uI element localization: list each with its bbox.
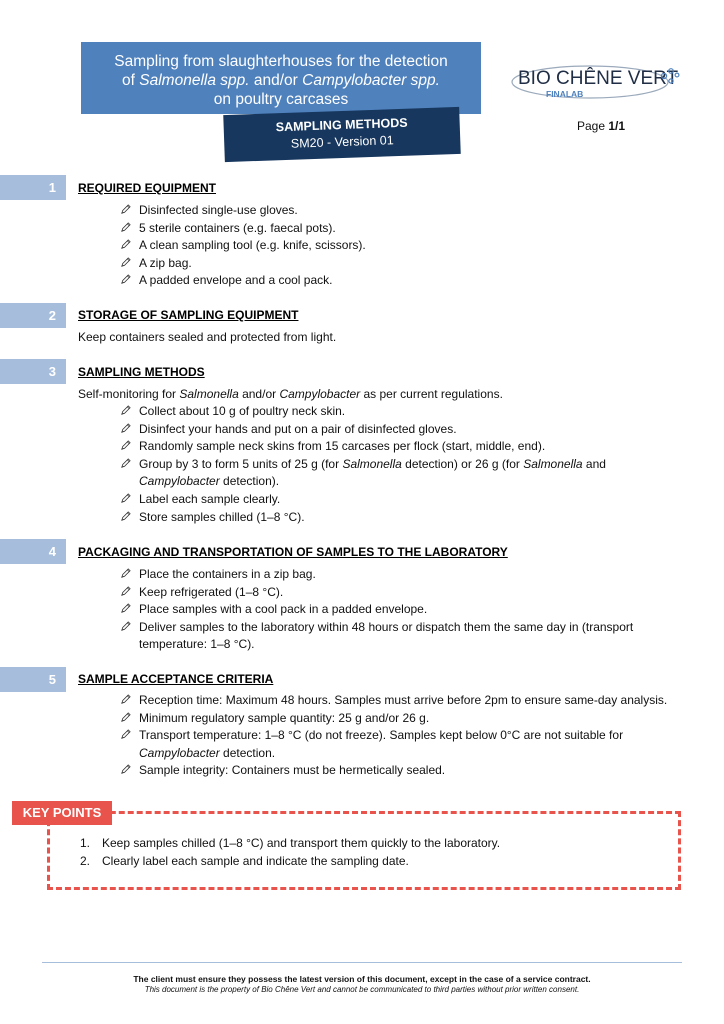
pen-bullet-icon xyxy=(120,257,131,268)
section-intro xyxy=(78,385,503,403)
campylobacter-term: Campylobacter xyxy=(139,745,220,760)
document-title xyxy=(81,42,481,114)
list-item-text: Deliver samples to the laboratory within 48 hours or dispatch them the same day in (transport temperature: 1–8 °C). xyxy=(139,619,634,652)
list-item-text: detection). xyxy=(219,474,280,489)
pen-bullet-icon xyxy=(120,511,131,522)
title-mid: and/or xyxy=(249,72,303,89)
bullet-list xyxy=(120,202,680,290)
list-item xyxy=(120,403,680,421)
key-points-label: KEY POINTS xyxy=(12,801,112,825)
list-item-text: Place samples with a cool pack in a padded envelope. xyxy=(139,602,428,617)
bullet-list xyxy=(120,403,680,526)
list-item xyxy=(120,438,680,456)
list-item xyxy=(120,601,680,619)
list-item-text: Place the containers in a zip bag. xyxy=(139,567,316,581)
title-campylobacter: Campylobacter spp. xyxy=(302,72,440,89)
key-point-text: Clearly label each sample and indicate the sampling date. xyxy=(102,854,409,868)
list-item-text: detection) or 26 g (for xyxy=(401,456,524,471)
list-item xyxy=(120,566,680,584)
pen-bullet-icon xyxy=(120,239,131,250)
methods-label: SAMPLING METHODS xyxy=(275,115,408,135)
pen-bullet-icon xyxy=(120,204,131,215)
section-number-bar: 5 xyxy=(0,667,66,692)
list-item-text: Randomly sample neck skins from 15 carcases per flock (start, middle, end). xyxy=(139,439,546,454)
list-item xyxy=(120,710,680,728)
page-label: Page xyxy=(577,119,609,133)
key-point-number: 1. xyxy=(80,836,91,850)
pen-bullet-icon xyxy=(120,694,131,705)
list-item-text: Group by 3 to form 5 units of 25 g (for xyxy=(139,456,343,471)
title-line-2 xyxy=(81,71,481,90)
list-item-text: Minimum regulatory sample quantity: 25 g and/or 26 g. xyxy=(139,710,430,725)
list-item-text: Store samples chilled (1–8 °C). xyxy=(139,509,305,524)
section-title: SAMPLING METHODS xyxy=(78,365,205,379)
pen-bullet-icon xyxy=(120,729,131,740)
key-point-text: Keep samples chilled (1–8 °C) and transport them quickly to the laboratory. xyxy=(102,836,501,850)
list-item-text: and xyxy=(582,456,606,471)
logo-subtext: FINALAB xyxy=(546,89,584,99)
list-item-text: A padded envelope and a cool pack. xyxy=(139,273,333,288)
intro-salmonella: Salmonella xyxy=(179,387,239,401)
bio-chene-vert-logo xyxy=(510,52,680,104)
list-item-text: Reception time: Maximum 48 hours. Samples must arrive before 2pm to ensure same-day analysis. xyxy=(139,693,668,707)
intro-text: and/or xyxy=(238,387,280,401)
list-item xyxy=(120,220,680,238)
pen-bullet-icon xyxy=(120,440,131,451)
pen-bullet-icon xyxy=(120,458,131,469)
list-item-text: Label each sample clearly. xyxy=(139,491,281,506)
page-number xyxy=(577,119,625,133)
intro-campylobacter: Campylobacter xyxy=(279,387,361,401)
list-item xyxy=(120,456,680,491)
footer-copyright: This document is the property of Bio Chêne Vert and cannot be communicated to third parties without prior written consent. xyxy=(144,985,580,994)
footer-divider xyxy=(42,962,682,963)
footer-notice: The client must ensure they possess the latest version of this document, except in the case of a service contract. xyxy=(133,974,591,984)
section-number-bar: 4 xyxy=(0,539,66,564)
pen-bullet-icon xyxy=(120,423,131,434)
pen-bullet-icon xyxy=(120,712,131,723)
list-item xyxy=(120,584,680,602)
salmonella-term: Salmonella xyxy=(523,456,583,471)
list-item xyxy=(120,421,680,439)
list-item xyxy=(120,255,680,273)
list-item xyxy=(120,491,680,509)
section-number-bar: 1 xyxy=(0,175,66,200)
list-item-text: A zip bag. xyxy=(139,255,192,270)
pen-bullet-icon xyxy=(120,621,131,632)
title-prefix: of xyxy=(122,72,140,89)
intro-text: as per current regulations. xyxy=(360,387,503,401)
pen-bullet-icon xyxy=(120,568,131,579)
list-item-text: Disinfect your hands and put on a pair of disinfected gloves. xyxy=(139,421,457,436)
title-line-1: Sampling from slaughterhouses for the detection xyxy=(114,53,448,70)
page-value: 1/1 xyxy=(608,119,626,133)
list-item xyxy=(120,202,680,220)
list-item xyxy=(120,509,680,527)
version-label: SM20 - Version 01 xyxy=(290,133,394,151)
title-line-3: on poultry carcases xyxy=(213,91,349,108)
list-item-text: Disinfected single-use gloves. xyxy=(139,203,298,217)
title-salmonella: Salmonella spp. xyxy=(139,72,250,89)
section-title: PACKAGING AND TRANSPORTATION OF SAMPLES TO THE LABORATORY xyxy=(78,545,508,559)
list-item xyxy=(120,619,680,654)
list-item-text: detection. xyxy=(219,745,276,760)
list-item xyxy=(120,237,680,255)
campylobacter-term: Campylobacter xyxy=(139,474,220,489)
list-item-text: Collect about 10 g of poultry neck skin. xyxy=(139,404,346,418)
pen-bullet-icon xyxy=(120,764,131,775)
section-title: REQUIRED EQUIPMENT xyxy=(78,181,217,195)
section-number-bar: 2 xyxy=(0,303,66,328)
list-item-text: Keep refrigerated (1–8 °C). xyxy=(139,584,284,599)
list-item-text: Sample integrity: Containers must be hermetically sealed. xyxy=(139,763,446,778)
pen-bullet-icon xyxy=(120,586,131,597)
key-point-item xyxy=(80,834,500,852)
key-points-list xyxy=(80,834,500,870)
list-item-text: 5 sterile containers (e.g. faecal pots). xyxy=(139,220,336,235)
pen-bullet-icon xyxy=(120,603,131,614)
pen-bullet-icon xyxy=(120,405,131,416)
section-title: SAMPLE ACCEPTANCE CRITERIA xyxy=(78,672,274,686)
list-item xyxy=(120,692,680,710)
intro-text: Self-monitoring for xyxy=(78,387,180,401)
section-text: Keep containers sealed and protected from light. xyxy=(78,330,337,344)
pen-bullet-icon xyxy=(120,222,131,233)
section-number-bar: 3 xyxy=(0,359,66,384)
pen-bullet-icon xyxy=(120,274,131,285)
bullet-list xyxy=(120,566,680,654)
list-item xyxy=(120,272,680,290)
sampling-methods-banner xyxy=(223,107,460,162)
key-point-number: 2. xyxy=(80,854,91,868)
key-point-item xyxy=(80,852,500,870)
list-item-text: Transport temperature: 1–8 °C (do not freeze). Samples kept below 0°C are not suitable for xyxy=(139,728,624,743)
list-item-text: A clean sampling tool (e.g. knife, scissors). xyxy=(139,238,366,253)
pen-bullet-icon xyxy=(120,493,131,504)
salmonella-term: Salmonella xyxy=(342,456,402,471)
bullet-list xyxy=(120,692,680,780)
list-item xyxy=(120,727,680,762)
section-title: STORAGE OF SAMPLING EQUIPMENT xyxy=(78,308,299,322)
logo-text: BIO CHÊNE VERT xyxy=(518,68,679,89)
list-item xyxy=(120,762,680,780)
